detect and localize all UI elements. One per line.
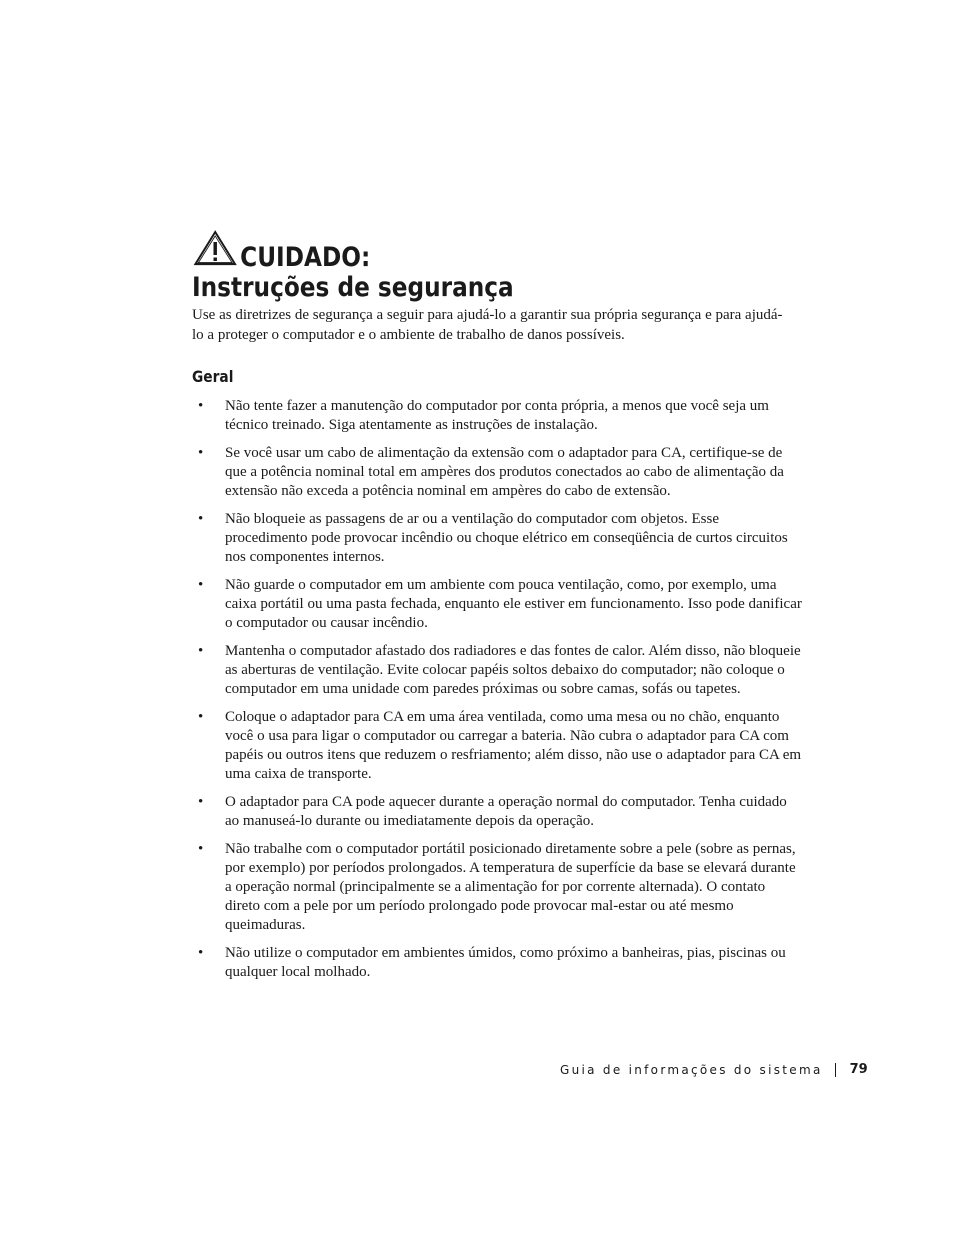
heading-caution: CUIDADO: [240, 242, 371, 273]
section-title: Geral [192, 367, 234, 386]
list-item [198, 576, 803, 633]
list-item-text: Mantenha o computador afastado dos radiadores e das fontes de calor. Além disso, não bloqueie as aberturas de ventilação. Evite colocar papéis soltos debaixo do computador; não coloque o computador em uma unidade com paredes próximas ou sobre camas, sofás ou tapetes. [225, 643, 801, 697]
list-item-text: Se você usar um cabo de alimentação da extensão com o adaptador para CA, certifique-se de que a potência nominal total em ampères dos produtos conectados ao cabo de alimentação da extensão não exceda a potência nominal em ampères do cabo de extensão. [225, 445, 784, 499]
list-item [198, 510, 803, 567]
bullet-marker: • [198, 794, 204, 810]
heading-title: Instruções de segurança [192, 272, 514, 303]
bullet-marker: • [198, 445, 204, 461]
list-item [198, 708, 803, 784]
bullet-marker: • [198, 577, 204, 593]
bullet-marker: • [198, 511, 204, 527]
list-item-text: O adaptador para CA pode aquecer durante a operação normal do computador. Tenha cuidado ao manuseá-lo durante ou imediatamente depois da operação. [225, 794, 787, 829]
intro-paragraph: Use as diretrizes de segurança a seguir para ajudá-lo a garantir sua própria segurança e para ajudá-lo a proteger o computador e o ambiente de trabalho de danos possíveis. [192, 307, 783, 343]
warning-triangle-icon [192, 230, 240, 273]
footer-title: Guia de informações do sistema [560, 1062, 823, 1077]
page-footer [560, 1062, 868, 1077]
list-item-text: Não guarde o computador em um ambiente com pouca ventilação, como, por exemplo, uma caixa portátil ou uma pasta fechada, enquanto ele estiver em funcionamento. Isso pode danificar o computador ou causar incêndio. [225, 577, 802, 631]
bullet-list [198, 397, 803, 991]
bullet-marker: • [198, 643, 204, 659]
list-item-text: Coloque o adaptador para CA em uma área ventilada, como uma mesa ou no chão, enquanto você o usa para ligar o computador ou carregar a bateria. Não cubra o adaptador para CA com papéis ou outros itens que reduzem o resfriamento; além disso, não use o adaptador para CA em uma caixa de transporte. [225, 709, 802, 782]
list-item [198, 944, 803, 982]
list-item [198, 397, 803, 435]
bullet-marker: • [198, 841, 204, 857]
bullet-marker: • [198, 945, 204, 961]
list-item [198, 793, 803, 831]
footer-divider [835, 1063, 836, 1077]
bullet-marker: • [198, 709, 204, 725]
page-heading [192, 230, 514, 303]
page-number: 79 [849, 1062, 868, 1077]
list-item-text: Não tente fazer a manutenção do computador por conta própria, a menos que você seja um técnico treinado. Siga atentamente as instruções de instalação. [225, 398, 769, 433]
list-item [198, 642, 803, 699]
list-item-text: Não utilize o computador em ambientes úmidos, como próximo a banheiras, pias, piscinas ou qualquer local molhado. [225, 945, 786, 980]
list-item [198, 444, 803, 501]
list-item-text: Não trabalhe com o computador portátil posicionado diretamente sobre a pele (sobre as pernas, por exemplo) por períodos prolongados. A temperatura de superfície da base se elevará durante a operação normal (principalmente se a alimentação for por corrente alternada). O contato direto com a pele por um período prolongado pode provocar mal-estar ou até mesmo queimaduras. [225, 841, 796, 933]
bullet-marker: • [198, 398, 204, 414]
list-item [198, 840, 803, 935]
list-item-text: Não bloqueie as passagens de ar ou a ventilação do computador com objetos. Esse procedimento pode provocar incêndio ou choque elétrico em conseqüência de curtos circuitos nos componentes internos. [225, 511, 788, 565]
